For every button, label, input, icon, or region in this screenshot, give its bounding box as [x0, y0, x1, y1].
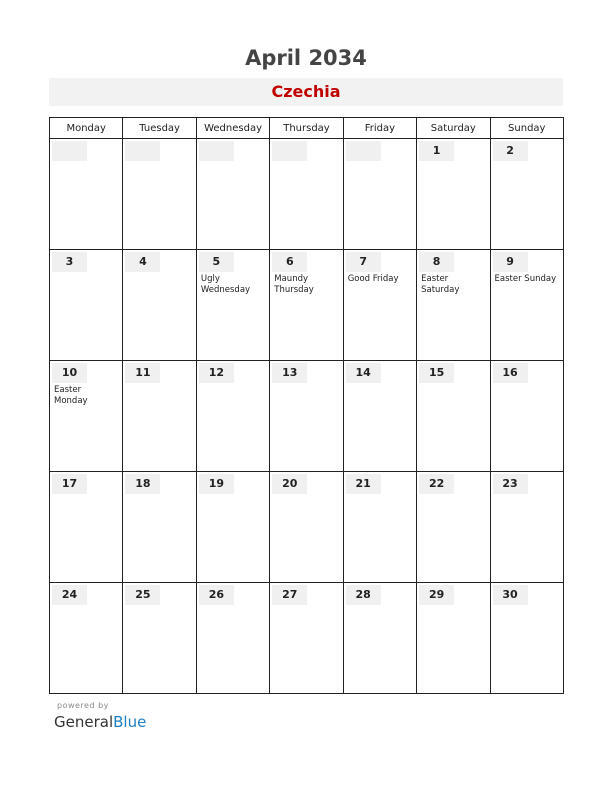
calendar-day-cell: [490, 583, 563, 694]
weekday-header-row: [50, 118, 564, 139]
calendar-day-cell: [490, 472, 563, 583]
holiday-label: Ugly Wednesday: [200, 274, 251, 295]
holiday-label: Easter Monday: [54, 385, 88, 406]
page-title: April 2034: [245, 46, 367, 70]
brand-logo-general: General: [54, 713, 114, 731]
day-number: 20: [272, 474, 307, 494]
calendar-day-cell: [417, 250, 490, 361]
calendar-day-cell: [196, 139, 269, 250]
day-number: 16: [493, 363, 528, 383]
holiday-label: Easter Sunday: [494, 274, 557, 284]
calendar-day-cell: [196, 361, 269, 472]
day-number: 14: [346, 363, 381, 383]
calendar-week-row: [50, 361, 564, 472]
calendar-day-cell: [123, 250, 196, 361]
calendar-day-cell: [50, 250, 123, 361]
calendar-day-cell: [123, 361, 196, 472]
weekday-wednesday: Wednesday: [196, 118, 269, 139]
calendar-week-row: [50, 250, 564, 361]
day-number: 3: [52, 252, 87, 272]
calendar-day-cell: [490, 250, 563, 361]
calendar-day-cell: [490, 139, 563, 250]
weekday-sunday: Sunday: [490, 118, 563, 139]
calendar-day-cell: [417, 472, 490, 583]
day-number: [272, 141, 307, 161]
holiday-label: Good Friday: [347, 274, 399, 284]
brand-logo-blue: Blue: [113, 713, 147, 731]
powered-by-text: powered by: [57, 701, 109, 710]
day-number: 22: [419, 474, 454, 494]
calendar-day-cell: [50, 139, 123, 250]
calendar-day-cell: [417, 583, 490, 694]
calendar-day-cell: [343, 361, 416, 472]
holiday-label: Maundy Thursday: [274, 274, 314, 295]
calendar-day-cell: [270, 361, 343, 472]
day-number: 27: [272, 585, 307, 605]
day-number: 25: [125, 585, 160, 605]
country-banner: [49, 78, 563, 106]
day-number: 29: [419, 585, 454, 605]
day-number: 8: [419, 252, 454, 272]
calendar-day-cell: [196, 250, 269, 361]
calendar-grid: [49, 117, 564, 694]
calendar-day-cell: [417, 361, 490, 472]
day-number: 30: [493, 585, 528, 605]
weekday-saturday: Saturday: [417, 118, 490, 139]
calendar-body: [50, 139, 564, 694]
weekday-monday: Monday: [50, 118, 123, 139]
calendar-day-cell: [270, 472, 343, 583]
calendar-day-cell: [50, 361, 123, 472]
calendar-day-cell: [196, 583, 269, 694]
day-number: 18: [125, 474, 160, 494]
day-number: 13: [272, 363, 307, 383]
calendar-day-cell: [50, 472, 123, 583]
calendar-week-row: [50, 139, 564, 250]
day-number: 28: [346, 585, 381, 605]
day-number: 26: [199, 585, 234, 605]
day-number: 15: [419, 363, 454, 383]
calendar-day-cell: [270, 583, 343, 694]
calendar-day-cell: [417, 139, 490, 250]
day-number: 19: [199, 474, 234, 494]
calendar-day-cell: [270, 250, 343, 361]
day-number: [125, 141, 160, 161]
day-number: [346, 141, 381, 161]
calendar-day-cell: [123, 472, 196, 583]
calendar-day-cell: [196, 472, 269, 583]
calendar-day-cell: [123, 139, 196, 250]
day-number: 7: [346, 252, 381, 272]
day-number: 9: [493, 252, 528, 272]
country-name: Czechia: [271, 82, 341, 101]
day-number: 23: [493, 474, 528, 494]
calendar-day-cell: [343, 583, 416, 694]
day-number: 21: [346, 474, 381, 494]
weekday-friday: Friday: [343, 118, 416, 139]
day-number: 10: [52, 363, 87, 383]
day-number: 2: [493, 141, 528, 161]
holiday-label: Easter Saturday: [421, 274, 460, 295]
weekday-thursday: Thursday: [270, 118, 343, 139]
day-number: 6: [272, 252, 307, 272]
day-number: [52, 141, 87, 161]
calendar-day-cell: [343, 472, 416, 583]
day-number: 1: [419, 141, 454, 161]
calendar-week-row: [50, 472, 564, 583]
day-number: 4: [125, 252, 160, 272]
day-number: 24: [52, 585, 87, 605]
day-number: 5: [199, 252, 234, 272]
day-number: 11: [125, 363, 160, 383]
calendar-day-cell: [343, 139, 416, 250]
calendar-day-cell: [50, 583, 123, 694]
day-number: 17: [52, 474, 87, 494]
brand-logo: [54, 713, 146, 731]
day-number: [199, 141, 234, 161]
calendar-day-cell: [270, 139, 343, 250]
calendar-day-cell: [490, 361, 563, 472]
calendar-week-row: [50, 583, 564, 694]
calendar-day-cell: [123, 583, 196, 694]
day-number: 12: [199, 363, 234, 383]
weekday-tuesday: Tuesday: [123, 118, 196, 139]
calendar-day-cell: [343, 250, 416, 361]
